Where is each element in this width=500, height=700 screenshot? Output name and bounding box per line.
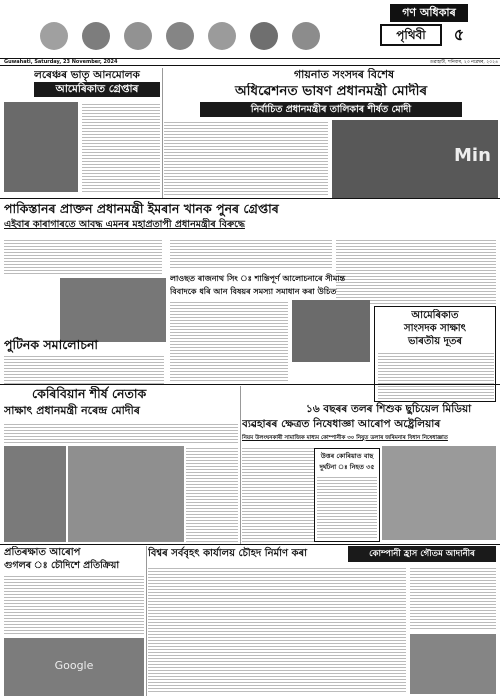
story-headline: বিবাদকে ধৰি আন বিষয়ৰ সমস্যা সমাধান কৰা উচিত xyxy=(170,286,337,296)
story-headline: উত্তৰ কোৰিয়াত বাছ xyxy=(320,452,374,460)
body-text xyxy=(170,238,332,268)
date-assamese: গুৱাহাটী, শনিবাৰ, ২৩ নৱেম্বৰ, ২০২৪ xyxy=(429,60,498,65)
masthead-subtitle: পৃথিবী xyxy=(380,24,442,46)
story-google xyxy=(4,546,144,696)
news-photo xyxy=(4,102,78,192)
story-modi-guyana xyxy=(164,68,498,198)
body-text xyxy=(317,475,377,539)
body-text xyxy=(4,238,162,276)
news-photo xyxy=(60,278,166,342)
portrait-photo xyxy=(40,22,68,50)
news-photo xyxy=(68,446,184,542)
date-english: Guwahati, Saturday, 23 November, 2024 xyxy=(4,59,118,65)
portrait-photo xyxy=(166,22,194,50)
story-headline: অধিৱেশনত ভাষণ প্ৰধানমন্ত্ৰী মোদীৰ xyxy=(234,83,428,99)
story-imran-khan xyxy=(4,200,496,240)
story-headline: আমেৰিকাত xyxy=(411,310,459,321)
story-adani xyxy=(148,546,496,696)
story-headline: লাওছত ৰাজনাথ সিং ঃ শান্তিপূৰ্ণ আলোচনাৰে সীমান্ত xyxy=(170,273,346,283)
story-headline: দুৰ্ঘটনা ঃ নিহত ৩৫ xyxy=(319,463,375,471)
story-headline: এইবাৰ কাৰাগাৰতে আবদ্ধ এমনৰ মহাপ্ৰতাপী প্ৰধানমন্ত্ৰীৰ বিৰুদ্ধে xyxy=(4,219,245,230)
news-photo xyxy=(332,120,498,198)
divider xyxy=(162,68,163,198)
body-text xyxy=(82,102,160,194)
story-headline: ভাৰতীয় দূতৰ xyxy=(407,336,463,347)
portrait-photo xyxy=(82,22,110,50)
divider xyxy=(240,386,241,544)
masthead-title: গণ অধিকাৰ xyxy=(390,4,468,22)
story-headline: কোম্পানী হ্ৰাস গৌতম আদানীৰ xyxy=(348,546,496,562)
story-headline: সাংসদক সাক্ষাৎ xyxy=(404,323,466,334)
story-subhead: নিয়ম উলংঘনকাৰী সামাজিক মাধ্যম কোম্পানীক ৩০ নিযুত ডলাৰ জৰিমনাৰ বিধান নিষেধাজ্ঞাত xyxy=(242,435,448,441)
story-headline: প্ৰতিৰক্ষাত আৰোপ xyxy=(4,547,81,558)
page-number: ৫ xyxy=(453,25,465,44)
body-text xyxy=(378,351,494,399)
divider xyxy=(0,384,500,385)
news-photo xyxy=(4,638,144,696)
story-indian-envoy xyxy=(374,306,496,402)
body-text xyxy=(4,574,144,634)
body-text xyxy=(170,300,288,382)
divider xyxy=(146,546,147,696)
side-strip-label: Min xyxy=(454,145,491,166)
story-caribbean-leaders xyxy=(4,386,238,542)
story-headline: গায়নাত সংসদৰ বিশেষ xyxy=(293,68,395,81)
story-headline: পুটিনক সমালোচনা xyxy=(4,337,99,352)
portrait-photo xyxy=(292,22,320,50)
story-australia-social-media xyxy=(242,402,496,446)
body-text xyxy=(4,422,238,444)
google-logo: Google xyxy=(54,659,94,672)
story-rajnath-singh xyxy=(170,272,370,382)
portrait-photo xyxy=(208,22,236,50)
news-photo xyxy=(410,634,496,694)
story-subhead: নিৰ্বাচিত প্ৰধানমন্ত্ৰীৰ তালিকাৰ শীৰ্ষত মোদী xyxy=(200,102,462,117)
news-photo xyxy=(4,446,66,542)
story-headline: কেৰিবিয়ান শীৰ্ষ নেতাক xyxy=(32,386,147,401)
story-putin xyxy=(4,336,164,384)
news-photo xyxy=(382,446,496,540)
story-headline: পাকিস্তানৰ প্ৰাক্তন প্ৰধানমন্ত্ৰী ইমৰান খানক পুনৰ গ্ৰেপ্তাৰ xyxy=(4,201,279,216)
masthead xyxy=(0,0,500,60)
body-text xyxy=(4,354,164,384)
divider xyxy=(0,198,500,199)
divider xyxy=(0,544,500,545)
story-headline: বিশ্বৰ সৰ্ববৃহৎ কাৰ্যালয় চৌহদ নিৰ্মাণ কৰা xyxy=(148,548,308,559)
story-headline: সাক্ষাৎ প্ৰধানমন্ত্ৰী নৰেন্দ্ৰ মোদীৰ xyxy=(4,404,140,417)
body-text xyxy=(242,446,314,542)
portrait-photo xyxy=(124,22,152,50)
story-headline: ব্যৱহাৰৰ ক্ষেত্ৰত নিষেধাজ্ঞা আৰোপ অষ্ট্ৰেলিয়াৰ xyxy=(242,418,441,430)
story-headline: গুগলৰ ঃ চৌদিশে প্ৰতিক্ৰিয়া xyxy=(4,560,120,571)
body-text xyxy=(410,566,496,630)
story-north-korea-bus xyxy=(314,448,380,542)
body-text xyxy=(186,446,238,542)
date-strip xyxy=(0,58,500,66)
story-headline: আমেৰিকাত গ্ৰেপ্তাৰ xyxy=(34,82,160,97)
body-text xyxy=(148,566,406,694)
portrait-photo xyxy=(250,22,278,50)
news-photo xyxy=(292,300,370,362)
story-headline: ১৬ বছৰৰ তলৰ শিশুক ছুচিয়েল মিডিয়া xyxy=(306,403,472,415)
story-lawrence-brother xyxy=(4,68,160,196)
body-text xyxy=(164,120,328,196)
story-headline: লৰেঞ্চৰ ভাতৃ আনমোলক xyxy=(34,69,140,81)
